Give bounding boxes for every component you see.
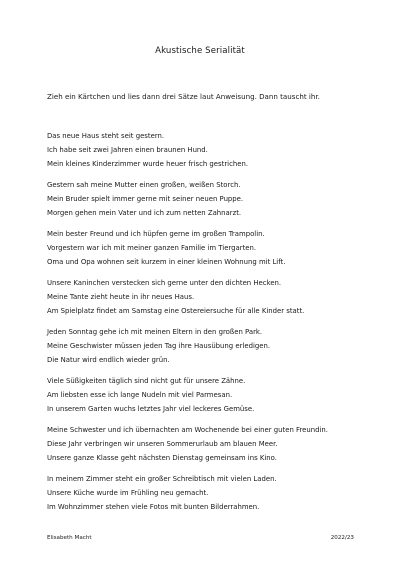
- sentence-line: Mein kleines Kinderzimmer wurde heuer frisch gestrichen.: [47, 160, 249, 168]
- sentence-line: Vorgestern war ich mit meiner ganzen Familie im Tiergarten.: [47, 244, 257, 252]
- sentence-line: Im Wohnzimmer stehen viele Fotos mit bunten Bilderrahmen.: [47, 503, 260, 511]
- sentence-line: Mein Bruder spielt immer gerne mit seiner neuen Puppe.: [47, 195, 244, 203]
- sentence-line: Morgen gehen mein Vater und ich zum netten Zahnarzt.: [47, 209, 242, 217]
- sentence-block: [47, 423, 377, 465]
- sentence-line: Das neue Haus steht seit gestern.: [47, 132, 165, 140]
- sentence-line: Unsere Küche wurde im Frühling neu gemacht.: [47, 489, 209, 497]
- sentence-blocks: [47, 129, 377, 521]
- sentence-line: In meinem Zimmer steht ein großer Schreibtisch mit vielen Laden.: [47, 475, 277, 483]
- sentence-block: [47, 178, 377, 220]
- sentence-line: Viele Süßigkeiten täglich sind nicht gut für unsere Zähne.: [47, 377, 246, 385]
- sentence-line: Unsere ganze Klasse geht nächsten Dienstag gemeinsam ins Kino.: [47, 454, 277, 462]
- sentence-line: Mein bester Freund und ich hüpfen gerne im großen Trampolin.: [47, 230, 265, 238]
- footer-author: Elisabeth Macht: [47, 535, 92, 541]
- sentence-line: Meine Schwester und ich übernachten am Wochenende bei einer guten Freundin.: [47, 426, 328, 434]
- sentence-line: Meine Tante zieht heute in ihr neues Haus.: [47, 293, 195, 301]
- sentence-line: Oma und Opa wohnen seit kurzem in einer kleinen Wohnung mit Lift.: [47, 258, 286, 266]
- sentence-block: [47, 227, 377, 269]
- page-title: Akustische Serialität: [155, 46, 245, 56]
- sentence-block: [47, 129, 377, 171]
- instruction-text: Zieh ein Kärtchen und lies dann drei Sätze laut Anweisung. Dann tauscht ihr.: [47, 92, 320, 101]
- sentence-line: Gestern sah meine Mutter einen großen, weißen Storch.: [47, 181, 241, 189]
- footer-year: 2022/23: [330, 535, 354, 541]
- sentence-line: Diese Jahr verbringen wir unseren Sommerurlaub am blauen Meer.: [47, 440, 278, 448]
- sentence-line: Am Spielplatz findet am Samstag eine Ostereiersuche für alle Kinder statt.: [47, 307, 305, 315]
- sentence-line: Am liebsten esse ich lange Nudeln mit viel Parmesan.: [47, 391, 233, 399]
- sentence-line: Meine Geschwister müssen jeden Tag ihre Hausübung erledigen.: [47, 342, 271, 350]
- sentence-line: Unsere Kaninchen verstecken sich gerne unter den dichten Hecken.: [47, 279, 282, 287]
- sentence-block: [47, 374, 377, 416]
- sentence-block: [47, 325, 377, 367]
- sentence-line: Ich habe seit zwei Jahren einen braunen Hund.: [47, 146, 208, 154]
- sentence-line: Jeden Sonntag gehe ich mit meinen Eltern in den großen Park.: [47, 328, 263, 336]
- sentence-line: In unserem Garten wuchs letztes Jahr viel leckeres Gemüse.: [47, 405, 255, 413]
- sentence-line: Die Natur wird endlich wieder grün.: [47, 356, 170, 364]
- sentence-block: [47, 276, 377, 318]
- sentence-block: [47, 472, 377, 514]
